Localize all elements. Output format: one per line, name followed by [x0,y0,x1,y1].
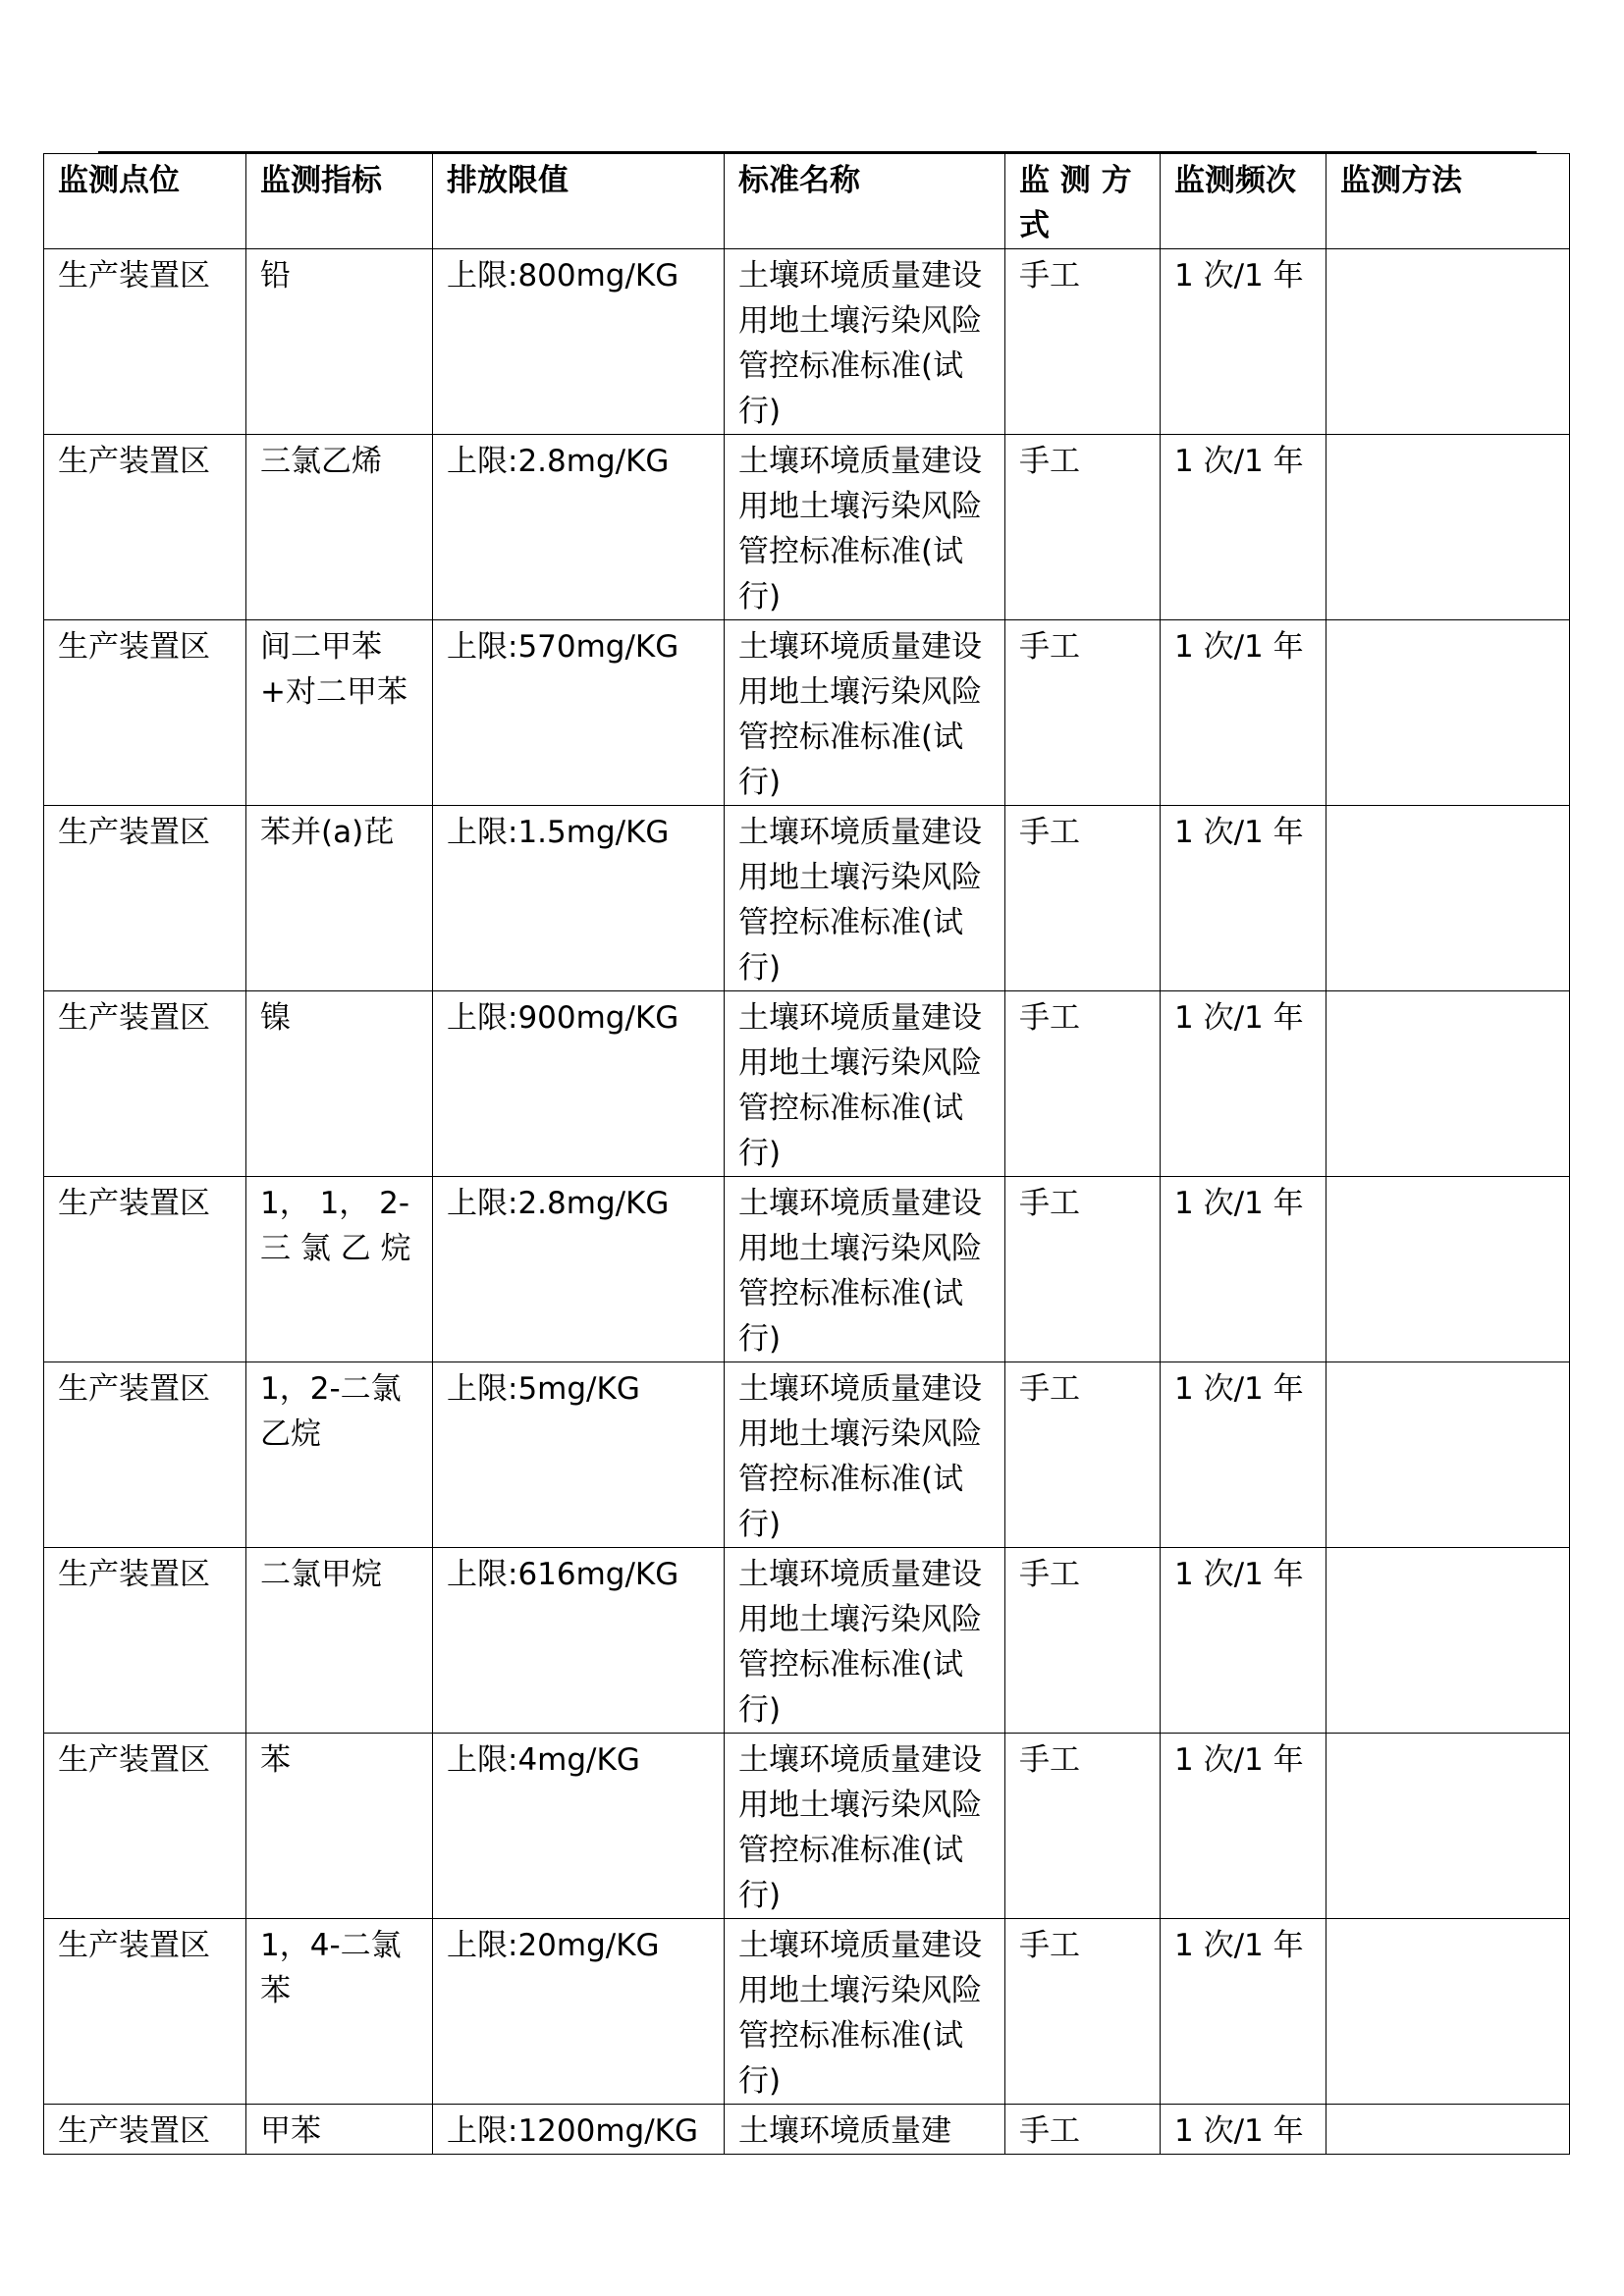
cell-mode: 手工 [1005,1548,1161,1734]
cell-standard: 土壤环境质量建设用地土壤污染风险管控标准标准(试行) [725,991,1005,1177]
cell-indicator: 镍 [246,991,433,1177]
table-row [44,991,1570,1177]
header-standard: 标准名称 [725,154,1005,249]
cell-standard: 土壤环境质量建设用地土壤污染风险管控标准标准(试行) [725,1548,1005,1734]
cell-indicator: 二氯甲烷 [246,1548,433,1734]
cell-method [1326,435,1570,620]
header-frequency: 监测频次 [1161,154,1326,249]
cell-mode: 手工 [1005,1177,1161,1362]
table-row [44,620,1570,806]
cell-location: 生产装置区 [44,435,246,620]
table-row [44,435,1570,620]
cell-limit: 上限:20mg/KG [433,1919,725,2105]
cell-method [1326,806,1570,991]
header-method: 监测方法 [1326,154,1570,249]
cell-limit: 上限:570mg/KG [433,620,725,806]
cell-location: 生产装置区 [44,1362,246,1548]
cell-mode: 手工 [1005,435,1161,620]
cell-standard: 土壤环境质量建 [725,2105,1005,2155]
cell-frequency: 1 次/1 年 [1161,620,1326,806]
cell-method [1326,620,1570,806]
cell-location: 生产装置区 [44,1548,246,1734]
cell-indicator: 1， 1， 2-三 氯 乙 烷 [246,1177,433,1362]
cell-indicator: 间二甲苯+对二甲苯 [246,620,433,806]
cell-mode: 手工 [1005,806,1161,991]
cell-method [1326,1177,1570,1362]
cell-location: 生产装置区 [44,1734,246,1919]
cell-method [1326,249,1570,435]
cell-limit: 上限:900mg/KG [433,991,725,1177]
cell-limit: 上限:2.8mg/KG [433,435,725,620]
cell-method [1326,2105,1570,2155]
cell-method [1326,991,1570,1177]
cell-indicator: 1，2-二氯乙烷 [246,1362,433,1548]
cell-frequency: 1 次/1 年 [1161,1734,1326,1919]
cell-mode: 手工 [1005,1362,1161,1548]
cell-limit: 上限:1.5mg/KG [433,806,725,991]
cell-method [1326,1548,1570,1734]
cell-standard: 土壤环境质量建设用地土壤污染风险管控标准标准(试行) [725,1362,1005,1548]
table-row [44,806,1570,991]
cell-standard: 土壤环境质量建设用地土壤污染风险管控标准标准(试行) [725,249,1005,435]
cell-standard: 土壤环境质量建设用地土壤污染风险管控标准标准(试行) [725,806,1005,991]
cell-limit: 上限:1200mg/KG [433,2105,725,2155]
cell-standard: 土壤环境质量建设用地土壤污染风险管控标准标准(试行) [725,1177,1005,1362]
cell-standard: 土壤环境质量建设用地土壤污染风险管控标准标准(试行) [725,1919,1005,2105]
cell-location: 生产装置区 [44,1919,246,2105]
cell-mode: 手工 [1005,249,1161,435]
cell-mode: 手工 [1005,1919,1161,2105]
cell-frequency: 1 次/1 年 [1161,249,1326,435]
cell-limit: 上限:4mg/KG [433,1734,725,1919]
table-row [44,1362,1570,1548]
cell-limit: 上限:800mg/KG [433,249,725,435]
header-location: 监测点位 [44,154,246,249]
cell-frequency: 1 次/1 年 [1161,435,1326,620]
cell-indicator: 甲苯 [246,2105,433,2155]
cell-frequency: 1 次/1 年 [1161,1362,1326,1548]
cell-method [1326,1734,1570,1919]
cell-limit: 上限:5mg/KG [433,1362,725,1548]
cell-standard: 土壤环境质量建设用地土壤污染风险管控标准标准(试行) [725,1734,1005,1919]
cell-indicator: 苯并(a)芘 [246,806,433,991]
table-row [44,2105,1570,2155]
cell-frequency: 1 次/1 年 [1161,1919,1326,2105]
cell-mode: 手工 [1005,1734,1161,1919]
cell-frequency: 1 次/1 年 [1161,806,1326,991]
cell-location: 生产装置区 [44,1177,246,1362]
table-header-row [44,154,1570,249]
cell-mode: 手工 [1005,2105,1161,2155]
table-row [44,1548,1570,1734]
cell-location: 生产装置区 [44,806,246,991]
cell-standard: 土壤环境质量建设用地土壤污染风险管控标准标准(试行) [725,620,1005,806]
cell-mode: 手工 [1005,991,1161,1177]
cell-location: 生产装置区 [44,620,246,806]
monitoring-table [43,153,1570,2155]
header-limit: 排放限值 [433,154,725,249]
cell-location: 生产装置区 [44,249,246,435]
header-indicator: 监测指标 [246,154,433,249]
cell-limit: 上限:616mg/KG [433,1548,725,1734]
cell-frequency: 1 次/1 年 [1161,1177,1326,1362]
table-row [44,1919,1570,2105]
cell-method [1326,1362,1570,1548]
table-row [44,1177,1570,1362]
cell-frequency: 1 次/1 年 [1161,1548,1326,1734]
table-row [44,249,1570,435]
cell-standard: 土壤环境质量建设用地土壤污染风险管控标准标准(试行) [725,435,1005,620]
cell-location: 生产装置区 [44,991,246,1177]
cell-mode: 手工 [1005,620,1161,806]
header-mode: 监 测 方 式 [1005,154,1161,249]
table-row [44,1734,1570,1919]
cell-frequency: 1 次/1 年 [1161,2105,1326,2155]
cell-location: 生产装置区 [44,2105,246,2155]
cell-method [1326,1919,1570,2105]
cell-indicator: 三氯乙烯 [246,435,433,620]
cell-limit: 上限:2.8mg/KG [433,1177,725,1362]
cell-indicator: 铅 [246,249,433,435]
cell-indicator: 苯 [246,1734,433,1919]
cell-frequency: 1 次/1 年 [1161,991,1326,1177]
cell-indicator: 1，4-二氯苯 [246,1919,433,2105]
